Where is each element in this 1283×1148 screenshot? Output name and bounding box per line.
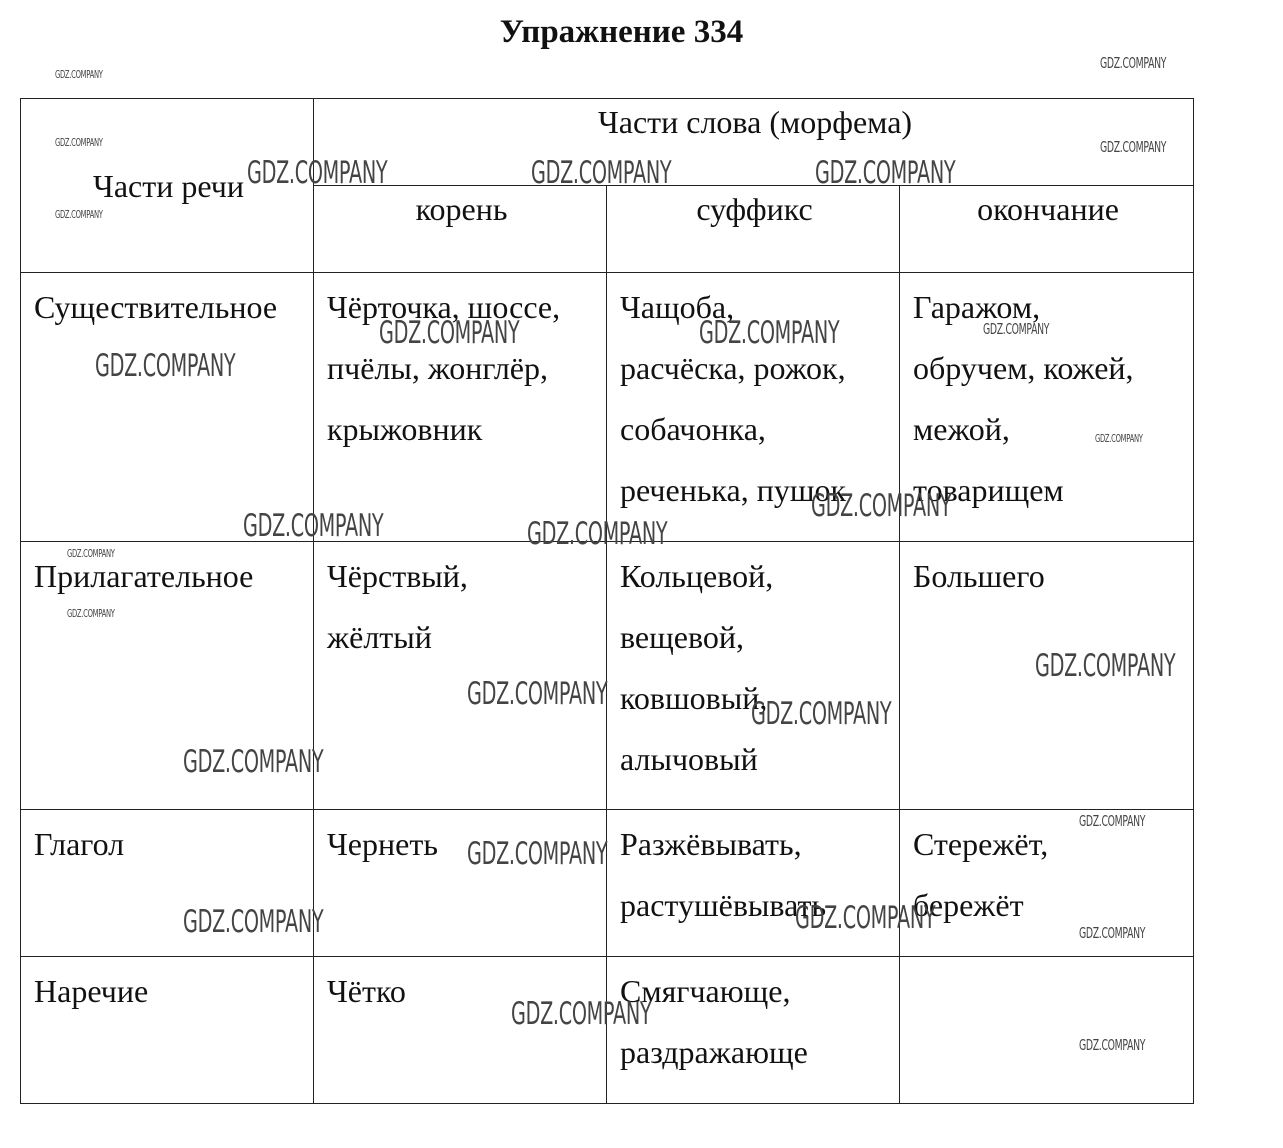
table-row xyxy=(21,810,1194,957)
ending-cell: Большего xyxy=(900,542,1194,810)
watermark: GDZ.COMPANY xyxy=(811,488,952,524)
suffix-cell: Кольцевой, вещевой, ковшовый, алычовый xyxy=(607,542,900,810)
watermark: GDZ.COMPANY xyxy=(531,155,672,191)
watermark: GDZ.COMPANY xyxy=(1100,54,1167,72)
watermark: GDZ.COMPANY xyxy=(511,996,652,1032)
watermark: GDZ.COMPANY xyxy=(983,320,1050,338)
page-title: Упражнение 334 xyxy=(499,14,744,50)
watermark: GDZ.COMPANY xyxy=(67,607,115,620)
watermark: GDZ.COMPANY xyxy=(815,155,956,191)
part-of-speech-cell: Наречие xyxy=(21,957,314,1104)
root-cell: Чёрточка, шоссе, пчёлы, жонглёр, крыжовник xyxy=(314,273,607,542)
header-ending: окончание xyxy=(900,186,1194,273)
part-of-speech-cell: Существительное xyxy=(21,273,314,542)
header-suffix: суффикс xyxy=(607,186,900,273)
morpheme-table xyxy=(20,98,1194,1104)
header-root: корень xyxy=(314,186,607,273)
watermark: GDZ.COMPANY xyxy=(467,676,608,712)
table-row xyxy=(21,542,1194,810)
ending-cell: Гаражом, обручем, кожей, межой, товарищем xyxy=(900,273,1194,542)
watermark: GDZ.COMPANY xyxy=(55,68,103,81)
watermark: GDZ.COMPANY xyxy=(795,900,936,936)
watermark: GDZ.COMPANY xyxy=(1079,812,1146,830)
watermark: GDZ.COMPANY xyxy=(183,904,324,940)
suffix-cell: Разжёвывать, растушёвывать xyxy=(607,810,900,957)
watermark: GDZ.COMPANY xyxy=(243,508,384,544)
ending-cell xyxy=(900,957,1194,1104)
root-cell: Чёрствый, жёлтый xyxy=(314,542,607,810)
table-row xyxy=(21,273,1194,542)
watermark: GDZ.COMPANY xyxy=(1100,138,1167,156)
table-row xyxy=(21,957,1194,1104)
watermark: GDZ.COMPANY xyxy=(1079,1036,1146,1054)
watermark: GDZ.COMPANY xyxy=(67,547,115,560)
watermark: GDZ.COMPANY xyxy=(699,315,840,351)
watermark: GDZ.COMPANY xyxy=(751,696,892,732)
root-cell: Чётко xyxy=(314,957,607,1104)
suffix-cell: Чащоба, расчёска, рожок, собачонка, реченька, пушок xyxy=(607,273,900,542)
header-parts-of-word: Части слова (морфема) xyxy=(314,99,1194,186)
watermark: GDZ.COMPANY xyxy=(183,744,324,780)
part-of-speech-cell: Прилагательное xyxy=(21,542,314,810)
watermark: GDZ.COMPANY xyxy=(1035,648,1176,684)
root-cell: Чернеть xyxy=(314,810,607,957)
watermark: GDZ.COMPANY xyxy=(55,208,103,221)
header-parts-of-speech: Части речи xyxy=(21,99,314,273)
watermark: GDZ.COMPANY xyxy=(55,136,103,149)
watermark: GDZ.COMPANY xyxy=(379,315,520,351)
watermark: GDZ.COMPANY xyxy=(527,516,668,552)
part-of-speech-cell: Глагол xyxy=(21,810,314,957)
ending-cell: Стережёт, бережёт xyxy=(900,810,1194,957)
suffix-cell: Смягчающе, раздражающе xyxy=(607,957,900,1104)
watermark: GDZ.COMPANY xyxy=(95,348,236,384)
watermark: GDZ.COMPANY xyxy=(467,836,608,872)
watermark: GDZ.COMPANY xyxy=(1095,432,1143,445)
watermark: GDZ.COMPANY xyxy=(247,155,388,191)
watermark: GDZ.COMPANY xyxy=(1079,924,1146,942)
